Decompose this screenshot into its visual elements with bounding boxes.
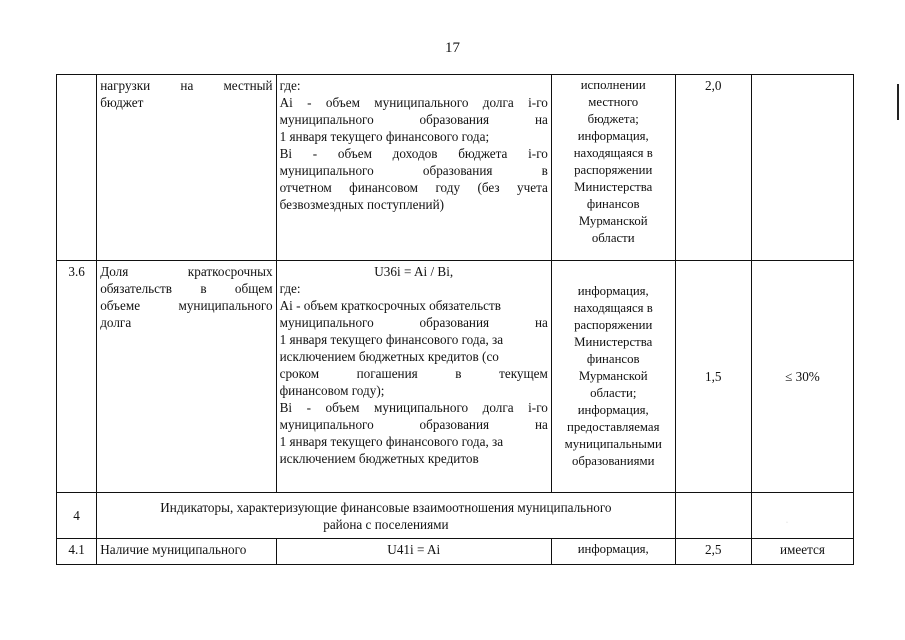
source-cell xyxy=(551,261,675,493)
formula-line: где: xyxy=(279,78,301,93)
source-line: бюджета; xyxy=(587,112,639,126)
formula-expression: U36i = Ai / Bi, xyxy=(374,264,454,279)
formula-line: финансовом году); xyxy=(279,383,385,398)
target-cell: имеется xyxy=(751,539,853,565)
indicators-table xyxy=(56,74,854,565)
indicator-name-line: нагрузки на местный xyxy=(100,78,273,93)
formula-line: исключением бюджетных кредитов (со xyxy=(279,349,499,364)
scan-speck: · xyxy=(786,520,788,526)
indicator-name-line: долга xyxy=(100,315,132,330)
table-row xyxy=(57,539,854,565)
indicator-name-line: объеме муниципального xyxy=(100,298,273,313)
section-row xyxy=(57,493,854,539)
formula-line: исключением бюджетных кредитов xyxy=(279,451,479,466)
source-line: распоряжении xyxy=(574,318,653,332)
source-line: Мурманской xyxy=(578,369,648,383)
formula-cell xyxy=(276,261,551,493)
source-line: Мурманской xyxy=(578,214,648,228)
section-title-line: района с поселениями xyxy=(323,516,449,532)
source-line: образованиями xyxy=(572,454,655,468)
source-cell: информация, xyxy=(551,539,675,565)
formula-line: Ai - объем муниципального долга i-го xyxy=(279,95,548,110)
weight-cell: 2,5 xyxy=(675,539,751,565)
indicator-name-cell xyxy=(97,261,276,493)
page-number: 17 xyxy=(445,40,460,56)
formula-line: муниципального образования на xyxy=(279,315,548,330)
formula-line: 1 января текущего финансового года, за xyxy=(279,434,504,449)
row-number-cell xyxy=(57,75,97,261)
margin-mark xyxy=(897,84,899,120)
weight-cell: 1,5 xyxy=(675,261,751,493)
indicator-name-line: обязательств в общем xyxy=(100,281,273,296)
formula-line: муниципального образования на xyxy=(279,112,548,127)
target-cell xyxy=(751,493,853,539)
row-number-cell: 4.1 xyxy=(57,539,97,565)
source-line: муниципальными xyxy=(564,437,662,451)
indicator-name-cell: Наличие муниципального xyxy=(97,539,276,565)
section-title-line: Индикаторы, характеризующие финансовые взаимоотношения муниципального xyxy=(160,499,612,515)
formula-cell xyxy=(276,75,551,261)
source-line: находящаяся в xyxy=(573,301,653,315)
source-line: информация, xyxy=(577,284,649,298)
formula-line: муниципального образования в xyxy=(279,163,548,178)
formula-line: 1 января текущего финансового года, за xyxy=(279,332,504,347)
formula-line: отчетном финансовом году (без учета xyxy=(279,180,548,195)
row-number-cell: 3.6 xyxy=(57,261,97,493)
source-line: информация, xyxy=(577,403,649,417)
formula-line: где: xyxy=(279,281,301,296)
section-title-cell xyxy=(97,493,675,539)
source-line: исполнении xyxy=(580,78,646,92)
formula-line: безвозмездных поступлений) xyxy=(279,197,445,212)
formula-cell: U41i = Ai xyxy=(276,539,551,565)
source-line: информация, xyxy=(577,129,649,143)
formula-line: Ai - объем краткосрочных обязательств xyxy=(279,298,501,313)
source-line: находящаяся в xyxy=(573,146,653,160)
formula-line: муниципального образования на xyxy=(279,417,548,432)
source-line: области xyxy=(591,231,635,245)
source-line: финансов xyxy=(586,197,640,211)
target-cell: ≤ 30% xyxy=(751,261,853,493)
target-cell xyxy=(751,75,853,261)
formula-line: Bi - объем муниципального долга i-го xyxy=(279,400,548,415)
source-line: распоряжении xyxy=(574,163,653,177)
table-row xyxy=(57,261,854,493)
weight-cell xyxy=(675,493,751,539)
source-cell xyxy=(551,75,675,261)
source-line: финансов xyxy=(586,352,640,366)
source-line: Министерства xyxy=(574,335,653,349)
weight-cell: 2,0 xyxy=(675,75,751,261)
formula-line: Bi - объем доходов бюджета i-го xyxy=(279,146,548,161)
source-line: области; xyxy=(590,386,637,400)
section-number-cell: 4 xyxy=(57,493,97,539)
source-line: предоставляемая xyxy=(566,420,660,434)
source-line: Министерства xyxy=(574,180,653,194)
formula-line: сроком погашения в текущем xyxy=(279,366,548,381)
formula-line: 1 января текущего финансового года; xyxy=(279,129,490,144)
source-line: местного xyxy=(588,95,639,109)
indicator-name-line: бюджет xyxy=(100,95,144,110)
table-row xyxy=(57,75,854,261)
indicator-name-cell xyxy=(97,75,276,261)
indicator-name-line: Доля краткосрочных xyxy=(100,264,273,279)
